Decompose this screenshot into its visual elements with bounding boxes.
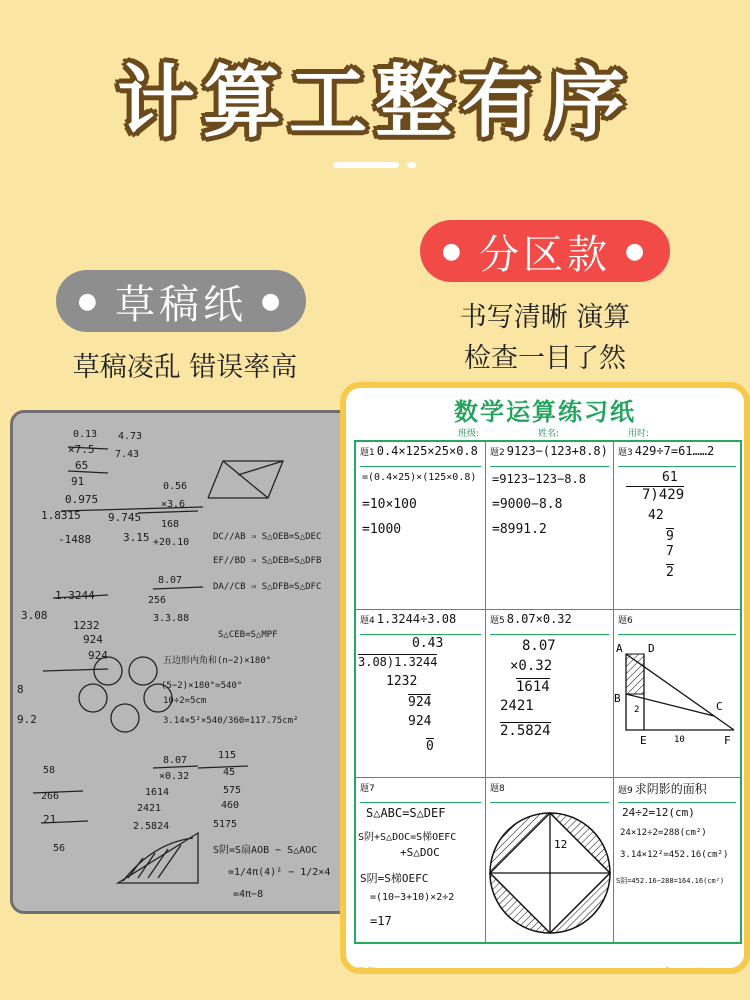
- scribble-text: 4.73: [118, 431, 143, 442]
- label-a: A: [616, 642, 623, 655]
- name-label: 姓名:: [538, 429, 560, 439]
- scribble-text: 9.745: [108, 511, 142, 524]
- date-label: 年 月: [664, 968, 704, 974]
- scribble-text: 21: [43, 813, 57, 826]
- question-header: 题4 1.3244÷3.08: [360, 612, 481, 635]
- work-line: =10×100: [362, 497, 417, 512]
- work-line: 2.5824: [500, 723, 551, 739]
- work-line: 9: [666, 529, 674, 544]
- draft-scribbles: [13, 413, 373, 911]
- work-line: S阴=452.16−288=164.16(cm²): [616, 877, 725, 885]
- question-header: 题7: [360, 780, 481, 803]
- sectioned-pill-label: 分区款: [479, 231, 611, 278]
- work-line: ×0.32: [510, 658, 553, 674]
- dot-icon: ●: [77, 288, 101, 314]
- work-line: 1232: [386, 674, 418, 689]
- question-header: 题1 0.4×125×25×0.8: [360, 444, 481, 467]
- scribble-text: 五边形内角和(n−2)×180°: [163, 656, 272, 666]
- question-cell: [614, 442, 740, 610]
- question-header: 题2 9123−(123+8.8): [490, 444, 609, 467]
- work-line: 2: [666, 565, 674, 580]
- scribble-text: 1.8315: [41, 509, 81, 522]
- scribble-text: ×0.32: [159, 771, 190, 782]
- question-header: 题5 8.07×0.32: [490, 612, 609, 635]
- divider-dot: [407, 162, 416, 168]
- work-line: S阴+S△DOC=S梯OEFC: [358, 832, 457, 843]
- scribble-text: +20.10: [153, 537, 190, 548]
- scribble-text: 8.07: [158, 575, 183, 586]
- scribble-text: 10÷2=5cm: [163, 696, 207, 706]
- radius-label: 12: [554, 838, 568, 851]
- work-line: 7: [666, 544, 674, 559]
- scribble-text: S△CEB=S△MPF: [218, 630, 278, 640]
- work-line: 8.07: [522, 638, 556, 654]
- work-line: 3.08)1.3244: [358, 655, 438, 669]
- work-line: 24×12÷2=288(cm²): [620, 828, 707, 838]
- question-cell: [614, 778, 740, 942]
- scribble-text: 3.3.88: [153, 613, 190, 624]
- work-line: 0: [426, 739, 434, 754]
- work-line: 61: [662, 470, 678, 485]
- work-line: 924: [408, 714, 432, 729]
- question-grid: [354, 440, 742, 944]
- scribble-text: 91: [71, 475, 85, 488]
- scribble-text: 460: [221, 800, 240, 811]
- draft-paper: [10, 410, 376, 914]
- scribble-text: 9.2: [17, 713, 37, 726]
- work-line: 3.14×12²=452.16(cm²): [620, 850, 729, 860]
- headline: 计算工整有序: [116, 58, 633, 148]
- time-label: 用时:: [628, 429, 650, 439]
- work-line: =9123−123−8.8: [492, 472, 586, 486]
- work-line: =(10−3+10)×2÷2: [370, 892, 455, 903]
- divider-line: [333, 162, 399, 168]
- scribble-text: 1614: [145, 787, 170, 798]
- question-cell: [486, 778, 614, 942]
- sectioned-pill: [420, 220, 670, 282]
- scribble-text: 2421: [137, 803, 162, 814]
- work-line: =1000: [362, 522, 402, 537]
- question-header: 题6: [618, 612, 736, 635]
- scribble-text: 1.3244: [55, 589, 95, 602]
- draft-description: 草稿凌乱 错误率高: [72, 352, 298, 383]
- scribble-text: =4π−8: [233, 889, 264, 900]
- question-header: 题9 求阴影的面积: [618, 780, 736, 803]
- question-cell: [486, 610, 614, 778]
- dot-icon: ●: [625, 238, 649, 264]
- label-b: B: [614, 692, 621, 705]
- scribble-text: 5175: [213, 819, 238, 830]
- question-cell: [486, 442, 614, 610]
- work-line: =9000−8.8: [492, 497, 563, 512]
- question-header: 题8: [490, 780, 609, 803]
- scribble-text: (5−2)×180°=540°: [161, 681, 243, 691]
- draft-pill-label: 草稿纸: [115, 281, 247, 328]
- scribble-text: 168: [161, 519, 180, 530]
- work-line: =17: [370, 914, 392, 928]
- scribble-text: 266: [41, 791, 60, 802]
- scribble-text: 0.975: [65, 493, 99, 506]
- scribble-text: 3.08: [21, 609, 48, 622]
- label-d: D: [648, 642, 655, 655]
- scribble-text: -1488: [58, 533, 92, 546]
- scribble-text: 8.07: [163, 755, 188, 766]
- scribble-text: ×7.5: [68, 443, 95, 456]
- scribble-text: 65: [75, 459, 89, 472]
- scribble-text: 0.56: [163, 481, 188, 492]
- paper-title: 数学运算练习纸: [454, 398, 636, 426]
- scribble-text: 0.13: [73, 429, 98, 440]
- work-line: 7)429: [626, 486, 684, 503]
- scribble-text: DA//CB ⇒ S△DFB=S△DFC: [213, 582, 322, 592]
- brand-label: 品堂: [356, 968, 376, 974]
- triangle-figure: [614, 636, 740, 776]
- work-line: =8991.2: [492, 522, 547, 537]
- label-10: 10: [674, 735, 685, 745]
- label-e: E: [640, 734, 647, 747]
- scribble-text: 3.14×5²×540/360=117.75cm²: [163, 716, 299, 726]
- scribble-text: 1232: [73, 619, 100, 632]
- work-line: =(0.4×25)×(125×0.8): [362, 472, 477, 483]
- scribble-text: 924: [88, 649, 108, 662]
- draft-pill: [56, 270, 306, 332]
- work-line: 2421: [500, 698, 534, 714]
- class-label: 班级:: [458, 429, 480, 439]
- sectioned-description-line2: 检查一目了然: [464, 343, 626, 374]
- label-c: C: [716, 700, 723, 713]
- label-f: F: [724, 734, 731, 747]
- practice-paper: [340, 382, 750, 974]
- scribble-text: 56: [53, 843, 66, 854]
- scribble-text: 8: [17, 683, 24, 696]
- scribble-text: ×3.6: [161, 499, 186, 510]
- scribble-text: 256: [148, 595, 167, 606]
- scribble-text: 575: [223, 785, 242, 796]
- question-cell: [356, 778, 486, 942]
- work-line: 42: [648, 508, 664, 523]
- scribble-text: 3.15: [123, 531, 150, 544]
- question-cell: [356, 442, 486, 610]
- work-line: S阴=S梯OEFC: [360, 872, 429, 885]
- work-line: +S△DOC: [400, 846, 440, 859]
- question-cell: [614, 610, 740, 778]
- question-cell: [356, 610, 486, 778]
- work-line: S△ABC=S△DEF: [366, 806, 446, 820]
- dot-icon: ●: [261, 288, 285, 314]
- scribble-text: DC//AB ⇒ S△OEB=S△DEC: [213, 532, 322, 542]
- dot-icon: ●: [441, 238, 465, 264]
- sectioned-description-line1: 书写清晰 演算: [459, 302, 631, 333]
- question-header: 题3 429÷7=61……2: [618, 444, 736, 467]
- scribble-text: 7.43: [115, 449, 140, 460]
- scribble-text: S阴=S扇AOB − S△AOC: [213, 845, 318, 856]
- scribble-text: 924: [83, 633, 103, 646]
- scribble-text: 45: [223, 767, 236, 778]
- scribble-text: EF//BD ⇒ S△DEB=S△DFB: [213, 556, 322, 566]
- work-line: 0.43: [412, 636, 444, 651]
- label-2: 2: [634, 705, 640, 715]
- scribble-text: 115: [218, 750, 237, 761]
- circle-figure: [486, 804, 614, 942]
- work-line: 24÷2=12(cm): [622, 806, 695, 819]
- work-line: 924: [408, 695, 432, 710]
- work-line: 1614: [516, 679, 550, 695]
- scribble-text: 2.5824: [133, 821, 170, 832]
- scribble-text: =1/4π(4)² − 1/2×4: [228, 867, 331, 878]
- scribble-text: 58: [43, 765, 56, 776]
